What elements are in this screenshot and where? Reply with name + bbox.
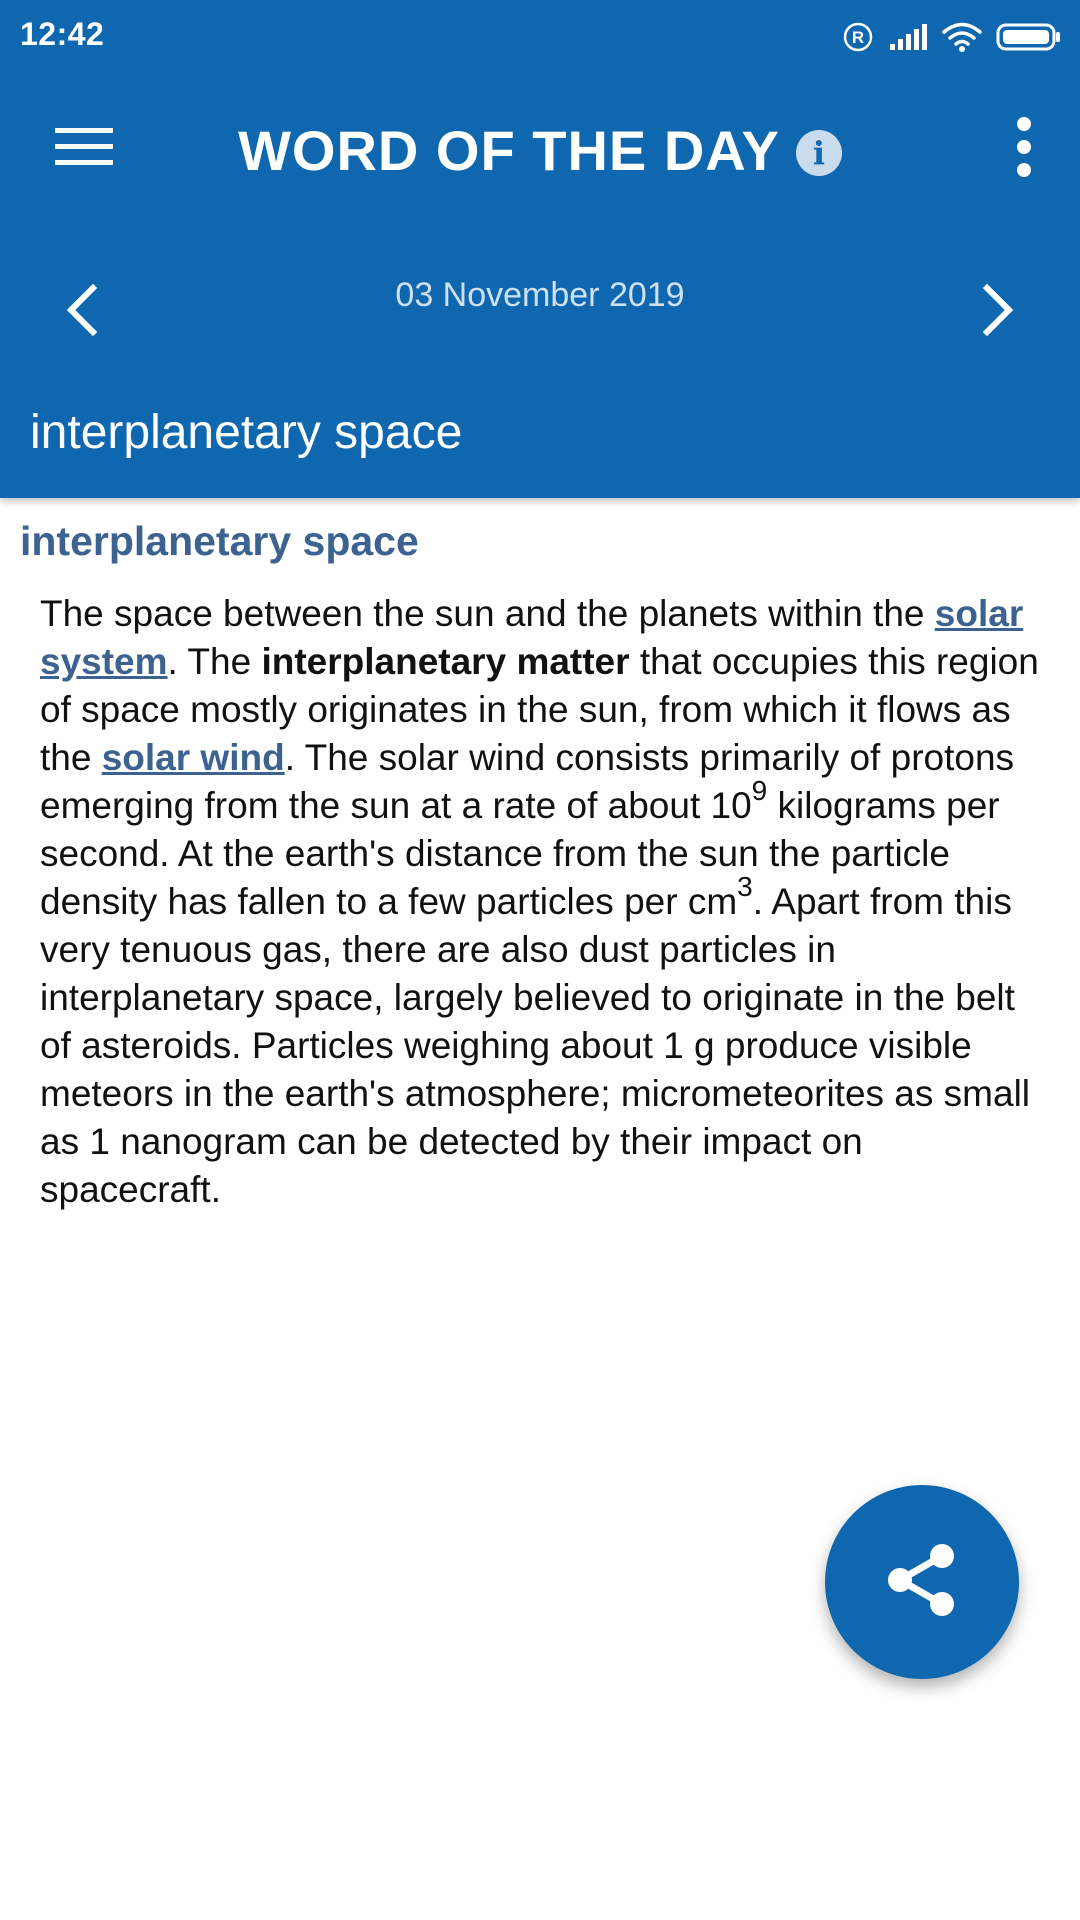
toolbar [0, 72, 1080, 242]
battery-icon [996, 21, 1062, 53]
link-solar-system[interactable]: solar system [40, 593, 1024, 682]
svg-text:R: R [851, 28, 865, 47]
wifi-icon [942, 21, 982, 53]
definition-text [40, 590, 1050, 1214]
title-group [0, 118, 1080, 183]
definition-segment: that occupies this region of space mostly originates in the sun, from which it flows as the [40, 641, 1039, 778]
hamburger-menu-icon[interactable] [40, 112, 128, 182]
registered-icon [842, 21, 874, 53]
definition-segment: kilograms per second. At the earth's distance from the sun the particle density has fallen to a few particles per cm [40, 785, 1000, 922]
status-icons [842, 18, 1062, 56]
signal-icon [888, 22, 928, 52]
chevron-right-icon[interactable] [958, 270, 1038, 350]
entry-content [0, 498, 1080, 1920]
status-bar [0, 0, 1080, 72]
definition-segment: . Apart from this very tenuous gas, there are also dust particles in interplanetary space, largely believed to originate in the belt of asteroids. Particles weighing about 1 g produce visible meteors in the earth's atmosphere; micrometeorites as small as 1 nanogram can be detected by their impact on spacecraft. [40, 881, 1031, 1210]
share-button[interactable] [825, 1485, 1019, 1679]
info-icon[interactable]: i [796, 130, 842, 176]
exponent: 9 [751, 775, 768, 806]
term-interplanetary-matter: interplanetary matter [261, 641, 630, 682]
link-solar-wind[interactable]: solar wind [101, 737, 285, 778]
definition-segment: The space between the sun and the planets within the [40, 593, 935, 634]
definition-segment: . The solar wind consists primarily of protons emerging from the sun at a rate of about 10 [40, 737, 1015, 826]
more-vertical-icon[interactable] [988, 110, 1060, 184]
entry-title: interplanetary space [20, 518, 419, 564]
date-label: 03 November 2019 [395, 276, 685, 314]
exponent: 3 [737, 871, 753, 902]
status-time: 12:42 [20, 16, 105, 52]
app-header [0, 0, 1080, 498]
app-title: WORD OF THE DAY [238, 119, 780, 182]
definition-segment: . The [167, 641, 262, 682]
date-navigation [0, 258, 1080, 358]
share-icon [882, 1540, 962, 1625]
headword: interplanetary space [30, 406, 463, 459]
